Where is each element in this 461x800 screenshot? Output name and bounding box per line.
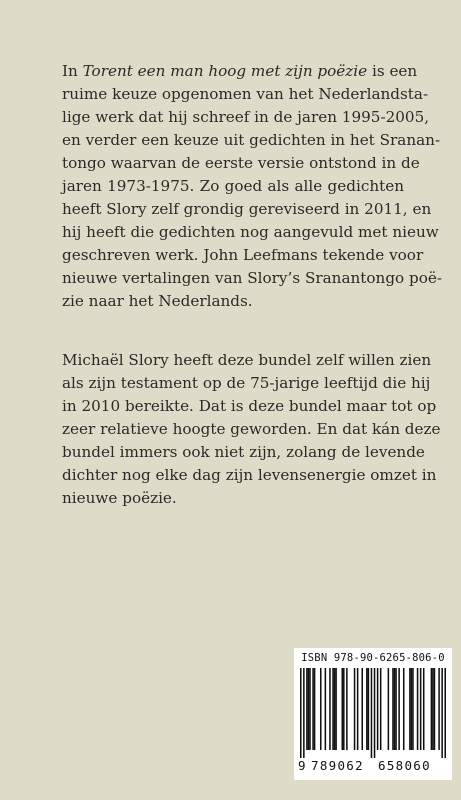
blurb-line: bundel immers ook niet zijn, zolang de levende xyxy=(62,443,425,461)
blurb-line: ruime keuze opgenomen van het Nederlandsta- xyxy=(62,85,429,103)
isbn-label: ISBN 978-90-6265-806-0 xyxy=(301,652,445,664)
barcode-bar xyxy=(357,668,359,750)
barcode-bar xyxy=(361,668,363,750)
blurb-line: heeft Slory zelf grondig gereviseerd in 2011, en xyxy=(62,200,432,218)
barcode-bar xyxy=(444,668,446,758)
blurb-line: en verder een keuze uit gedichten in het Sranan- xyxy=(62,131,441,149)
barcode-bar xyxy=(303,668,305,758)
barcode-bar xyxy=(314,668,316,750)
barcode-bar xyxy=(403,668,405,750)
barcode-bar xyxy=(434,668,436,750)
barcode-bars xyxy=(300,668,446,758)
barcode-bar xyxy=(371,668,373,758)
barcode-bar xyxy=(412,668,414,750)
blurb-line: geschreven werk. John Leefmans tekende voor xyxy=(62,246,424,264)
blurb-line: In Torent een man hoog met zijn poëzie is een xyxy=(62,62,418,80)
barcode-bar xyxy=(395,668,397,750)
barcode-bar xyxy=(423,668,425,750)
barcode-bar xyxy=(332,668,334,750)
barcode-bar xyxy=(300,668,302,758)
barcode-bar xyxy=(329,668,331,750)
barcode-bar xyxy=(309,668,311,750)
ean-right-group: 658060 xyxy=(378,758,431,773)
barcode-bar xyxy=(432,668,434,750)
barcode-bar xyxy=(392,668,394,750)
blurb-line: tongo waarvan de eerste versie ontstond in de xyxy=(62,154,420,172)
barcode-bar xyxy=(368,668,370,750)
barcode-bar xyxy=(380,668,382,750)
blurb-line: Michaël Slory heeft deze bundel zelf willen zien xyxy=(62,351,432,369)
barcode-bar xyxy=(420,668,422,750)
barcode-bar xyxy=(398,668,400,750)
barcode-bar xyxy=(306,668,308,750)
barcode-bar xyxy=(335,668,337,750)
ean-left-group: 789062 xyxy=(311,758,364,773)
barcode-bar xyxy=(343,668,345,750)
barcode-bar xyxy=(374,668,376,758)
blurb-line: jaren 1973-1975. Zo goed als alle gedichten xyxy=(62,177,404,195)
barcode-bar xyxy=(377,668,379,750)
isbn-barcode xyxy=(294,648,452,780)
barcode-bar xyxy=(354,668,356,750)
blurb-line: lige werk dat hij schreef in de jaren 1995-2005, xyxy=(62,108,430,126)
blurb-line: nieuwe poëzie. xyxy=(62,489,177,507)
barcode-bar xyxy=(431,668,433,750)
barcode-bar xyxy=(438,668,440,750)
barcode-bar xyxy=(394,668,396,750)
barcode-bar xyxy=(341,668,343,750)
barcode-bar xyxy=(312,668,314,750)
blurb-line: hij heeft die gedichten nog aangevuld met nieuw xyxy=(62,223,439,241)
barcode-bar xyxy=(308,668,310,750)
blurb-line: zeer relatieve hoogte geworden. En dat kán deze xyxy=(62,420,441,438)
blurb-line: als zijn testament op de 75-jarige leeftijd die hij xyxy=(62,374,431,392)
barcode-bar xyxy=(409,668,411,750)
blurb-line: in 2010 bereikte. Dat is deze bundel maar tot op xyxy=(62,397,437,415)
barcode-bar xyxy=(346,668,348,750)
barcode-bar xyxy=(441,668,443,758)
barcode-bar xyxy=(411,668,413,750)
blurb-line: dichter nog elke dag zijn levensenergie omzet in xyxy=(62,466,437,484)
barcode-bar xyxy=(334,668,336,750)
blurb-line: nieuwe vertalingen van Slory’s Sranantongo poë- xyxy=(62,269,443,287)
blurb-line: zie naar het Nederlands. xyxy=(62,292,253,310)
blurb-paragraph-2 xyxy=(62,349,441,510)
barcode-bar xyxy=(417,668,419,750)
book-title: Torent een man hoog met zijn poëzie xyxy=(82,62,368,80)
barcode-bar xyxy=(320,668,322,750)
blurb-paragraph-1 xyxy=(62,60,443,313)
ean-first-digit: 9 xyxy=(298,758,306,773)
barcode-bar xyxy=(366,668,368,750)
barcode-bar xyxy=(388,668,390,750)
barcode-bar xyxy=(325,668,327,750)
